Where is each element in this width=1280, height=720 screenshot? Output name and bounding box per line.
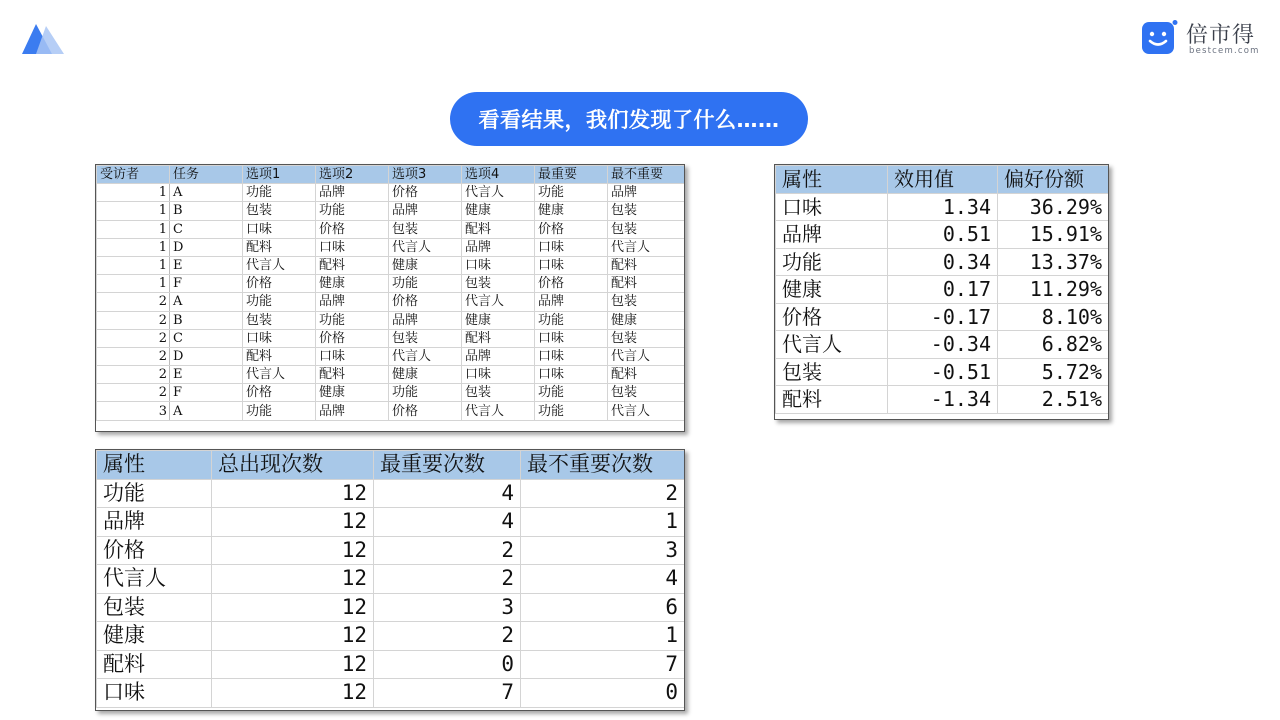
table-cell: 价格 xyxy=(243,275,316,293)
table-cell: 代言人 xyxy=(243,256,316,274)
table-cell: 0.17 xyxy=(888,276,998,304)
table-cell: 1 xyxy=(97,220,170,238)
table-cell: 价格 xyxy=(535,220,608,238)
column-header: 选项3 xyxy=(389,166,462,184)
table-cell: 健康 xyxy=(389,366,462,384)
column-header: 最不重要 xyxy=(608,166,685,184)
column-header: 总出现次数 xyxy=(212,451,374,480)
table-cell: 15.91% xyxy=(998,221,1109,249)
table-cell: 1 xyxy=(521,508,685,537)
table-cell: 代言人 xyxy=(776,331,888,359)
table-cell: 品牌 xyxy=(462,238,535,256)
table-cell: 代言人 xyxy=(97,565,212,594)
table-cell: A xyxy=(170,293,243,311)
table-cell: 包装 xyxy=(389,329,462,347)
table-cell: 5.72% xyxy=(998,358,1109,386)
table-cell: C xyxy=(170,329,243,347)
column-header: 属性 xyxy=(776,166,888,194)
table-cell: 功能 xyxy=(316,311,389,329)
table-cell: 功能 xyxy=(535,311,608,329)
table-cell: 代言人 xyxy=(462,402,535,420)
table-cell: 包装 xyxy=(243,311,316,329)
table-cell: 品牌 xyxy=(389,311,462,329)
table-cell: 价格 xyxy=(243,384,316,402)
table-cell: 7 xyxy=(521,650,685,679)
table-cell: 7 xyxy=(374,679,521,708)
table-cell: 包装 xyxy=(608,329,685,347)
table-row xyxy=(97,679,685,708)
table-cell: 口味 xyxy=(243,329,316,347)
table-cell: 包装 xyxy=(462,384,535,402)
table-cell: 3 xyxy=(97,402,170,420)
headline-banner: 看看结果，我们发现了什么…… xyxy=(450,92,808,146)
column-header: 选项2 xyxy=(316,166,389,184)
table-row xyxy=(97,366,685,384)
table-cell: 12 xyxy=(212,565,374,594)
table-cell: 8.10% xyxy=(998,303,1109,331)
table-cell: B xyxy=(170,202,243,220)
table-cell: 配料 xyxy=(462,220,535,238)
table-cell: 品牌 xyxy=(608,184,685,202)
table-cell: 2 xyxy=(97,347,170,365)
table-cell: 口味 xyxy=(316,347,389,365)
table-cell: F xyxy=(170,275,243,293)
table-cell: 品牌 xyxy=(462,347,535,365)
table-cell: 2 xyxy=(97,311,170,329)
table-cell: -0.51 xyxy=(888,358,998,386)
table-cell: 1 xyxy=(97,238,170,256)
table-cell: 配料 xyxy=(608,275,685,293)
table-cell: 品牌 xyxy=(316,293,389,311)
table-row xyxy=(97,311,685,329)
table-cell: 代言人 xyxy=(462,293,535,311)
table-row xyxy=(97,238,685,256)
table-cell: 12 xyxy=(212,593,374,622)
table-cell: 功能 xyxy=(389,384,462,402)
table-cell: 13.37% xyxy=(998,248,1109,276)
table-row xyxy=(97,402,685,420)
table-cell: 功能 xyxy=(535,384,608,402)
table-row xyxy=(776,248,1109,276)
table-cell: 代言人 xyxy=(389,238,462,256)
table-cell: 配料 xyxy=(316,366,389,384)
table-cell: 6 xyxy=(521,593,685,622)
table-cell: -0.17 xyxy=(888,303,998,331)
table-cell: 口味 xyxy=(535,347,608,365)
table-cell: 代言人 xyxy=(243,366,316,384)
table-row xyxy=(776,221,1109,249)
table-cell: 2 xyxy=(521,479,685,508)
table-cell: 包装 xyxy=(608,202,685,220)
table-cell: B xyxy=(170,311,243,329)
table-cell: 口味 xyxy=(535,238,608,256)
table-cell: 健康 xyxy=(462,311,535,329)
smiley-logo-icon xyxy=(1142,20,1178,56)
table-cell: 代言人 xyxy=(608,402,685,420)
column-header: 效用值 xyxy=(888,166,998,194)
table-cell: 功能 xyxy=(535,402,608,420)
table-cell: 口味 xyxy=(535,366,608,384)
table-cell: 4 xyxy=(521,565,685,594)
column-header: 受访者 xyxy=(97,166,170,184)
table-cell: 配料 xyxy=(608,256,685,274)
table-cell: 功能 xyxy=(776,248,888,276)
table-cell: 功能 xyxy=(243,184,316,202)
table-cell: 代言人 xyxy=(462,184,535,202)
table-row xyxy=(776,193,1109,221)
table-cell: 功能 xyxy=(97,479,212,508)
table-cell: 0 xyxy=(374,650,521,679)
table-cell: 价格 xyxy=(389,293,462,311)
table-cell: 2 xyxy=(97,329,170,347)
table-cell: 品牌 xyxy=(97,508,212,537)
table-cell: 品牌 xyxy=(316,402,389,420)
table-cell: 1 xyxy=(97,184,170,202)
count-table xyxy=(95,449,685,711)
table-cell: 4 xyxy=(374,479,521,508)
table-cell: 12 xyxy=(212,622,374,651)
table-cell: 6.82% xyxy=(998,331,1109,359)
table-cell: 2 xyxy=(97,366,170,384)
table-cell: 0 xyxy=(521,679,685,708)
table-cell: 价格 xyxy=(97,536,212,565)
table-cell: 1 xyxy=(521,622,685,651)
table-cell: F xyxy=(170,384,243,402)
column-header: 最重要次数 xyxy=(374,451,521,480)
table-cell: -0.34 xyxy=(888,331,998,359)
table-cell: 1 xyxy=(97,256,170,274)
table-cell: 12 xyxy=(212,479,374,508)
table-row xyxy=(97,622,685,651)
table-cell: 3 xyxy=(521,536,685,565)
table-cell: 配料 xyxy=(776,386,888,414)
table-row xyxy=(97,347,685,365)
table-row xyxy=(97,384,685,402)
table-cell: 口味 xyxy=(535,329,608,347)
table-cell: 功能 xyxy=(535,184,608,202)
table-cell: 1 xyxy=(97,202,170,220)
table-row xyxy=(97,565,685,594)
table-cell: 1.34 xyxy=(888,193,998,221)
table-cell: 健康 xyxy=(316,384,389,402)
table-cell: 0.34 xyxy=(888,248,998,276)
table-cell: E xyxy=(170,366,243,384)
table-row xyxy=(97,184,685,202)
table-cell: 健康 xyxy=(316,275,389,293)
column-header: 选项4 xyxy=(462,166,535,184)
table-cell: 价格 xyxy=(316,329,389,347)
table-cell: 4 xyxy=(374,508,521,537)
table-cell: 12 xyxy=(212,536,374,565)
table-cell: 12 xyxy=(212,679,374,708)
table-cell: 36.29% xyxy=(998,193,1109,221)
table-cell: 包装 xyxy=(462,275,535,293)
table-cell: 2.51% xyxy=(998,386,1109,414)
column-header: 最不重要次数 xyxy=(521,451,685,480)
table-cell: 12 xyxy=(212,650,374,679)
table-row xyxy=(776,358,1109,386)
table-row xyxy=(97,202,685,220)
table-cell: 2 xyxy=(97,384,170,402)
table-cell: 包装 xyxy=(389,220,462,238)
raw-data-table xyxy=(95,164,685,432)
table-cell: 包装 xyxy=(608,384,685,402)
table-row xyxy=(776,303,1109,331)
table-cell: 健康 xyxy=(462,202,535,220)
table-cell: A xyxy=(170,402,243,420)
brand-url: bestcem.com xyxy=(1189,46,1260,56)
table-cell: 口味 xyxy=(316,238,389,256)
table-cell: 11.29% xyxy=(998,276,1109,304)
table-cell: 价格 xyxy=(389,184,462,202)
table-cell: 12 xyxy=(212,508,374,537)
column-header: 选项1 xyxy=(243,166,316,184)
column-header: 偏好份额 xyxy=(998,166,1109,194)
table-row xyxy=(97,256,685,274)
table-cell: 口味 xyxy=(462,256,535,274)
table-row xyxy=(776,331,1109,359)
table-row xyxy=(97,329,685,347)
table-row xyxy=(97,536,685,565)
table-row xyxy=(97,275,685,293)
table-cell: 口味 xyxy=(535,256,608,274)
table-cell: 品牌 xyxy=(535,293,608,311)
table-cell: 0.51 xyxy=(888,221,998,249)
table-cell: 功能 xyxy=(243,402,316,420)
table-cell: 代言人 xyxy=(389,347,462,365)
table-cell: 包装 xyxy=(97,593,212,622)
table-cell: E xyxy=(170,256,243,274)
table-cell: 价格 xyxy=(535,275,608,293)
table-cell: 功能 xyxy=(389,275,462,293)
table-row xyxy=(776,276,1109,304)
table-cell: 包装 xyxy=(608,293,685,311)
table-cell: 品牌 xyxy=(776,221,888,249)
table-cell: 配料 xyxy=(243,238,316,256)
table-row xyxy=(97,593,685,622)
triangle-logo-icon xyxy=(22,22,66,56)
table-cell: 包装 xyxy=(243,202,316,220)
table-row xyxy=(97,650,685,679)
table-cell: 健康 xyxy=(535,202,608,220)
table-cell: 健康 xyxy=(97,622,212,651)
table-cell: -1.34 xyxy=(888,386,998,414)
table-cell: 品牌 xyxy=(389,202,462,220)
utility-table xyxy=(774,164,1109,420)
table-cell: 功能 xyxy=(243,293,316,311)
table-cell: 包装 xyxy=(776,358,888,386)
column-header: 任务 xyxy=(170,166,243,184)
table-cell: 口味 xyxy=(776,193,888,221)
table-cell: 健康 xyxy=(608,311,685,329)
table-cell: 2 xyxy=(374,565,521,594)
brand-logo xyxy=(1142,16,1268,58)
table-cell: 价格 xyxy=(776,303,888,331)
table-cell: 包装 xyxy=(608,220,685,238)
table-cell: 配料 xyxy=(97,650,212,679)
table-cell: 价格 xyxy=(389,402,462,420)
table-cell: 口味 xyxy=(243,220,316,238)
table-cell: 功能 xyxy=(316,202,389,220)
table-cell: 配料 xyxy=(316,256,389,274)
table-cell: 配料 xyxy=(243,347,316,365)
table-cell: 口味 xyxy=(97,679,212,708)
table-row xyxy=(97,479,685,508)
brand-name: 倍市得 xyxy=(1186,23,1256,48)
table-row xyxy=(776,386,1109,414)
table-cell: 2 xyxy=(374,622,521,651)
table-cell: 健康 xyxy=(389,256,462,274)
table-row xyxy=(97,220,685,238)
table-row xyxy=(97,508,685,537)
table-cell: 2 xyxy=(374,536,521,565)
table-cell: 配料 xyxy=(462,329,535,347)
table-cell: 1 xyxy=(97,275,170,293)
table-cell: D xyxy=(170,238,243,256)
table-cell: 配料 xyxy=(608,366,685,384)
table-cell: 品牌 xyxy=(316,184,389,202)
table-cell: 健康 xyxy=(776,276,888,304)
table-cell: C xyxy=(170,220,243,238)
table-cell: D xyxy=(170,347,243,365)
column-header: 属性 xyxy=(97,451,212,480)
table-cell: A xyxy=(170,184,243,202)
table-cell: 代言人 xyxy=(608,347,685,365)
table-cell: 代言人 xyxy=(608,238,685,256)
table-cell: 口味 xyxy=(462,366,535,384)
table-cell: 价格 xyxy=(316,220,389,238)
table-cell: 3 xyxy=(374,593,521,622)
table-cell: 2 xyxy=(97,293,170,311)
column-header: 最重要 xyxy=(535,166,608,184)
table-row xyxy=(97,293,685,311)
